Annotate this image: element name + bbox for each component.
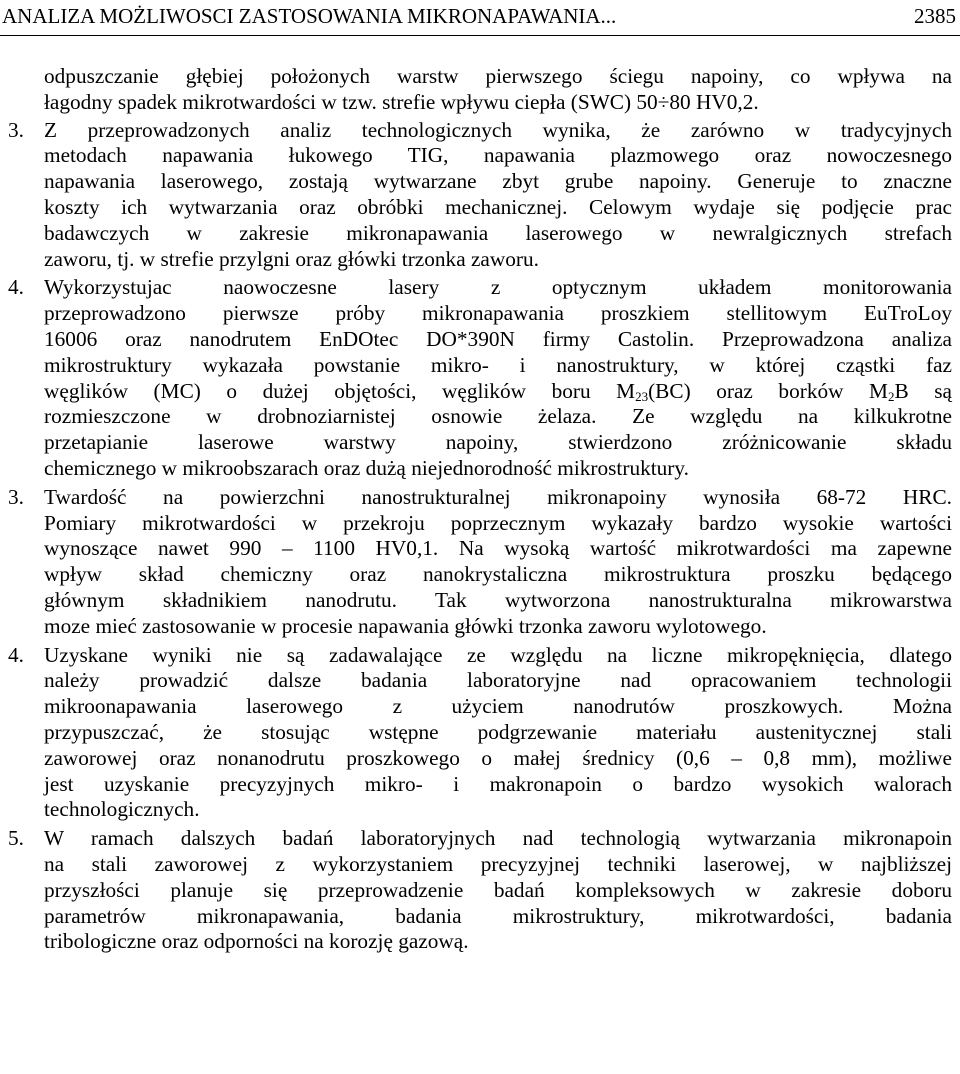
text-line: głównym składnikiem nanodrutu. Tak wytworzona nanostrukturalna mikrowarstwa [44,587,952,612]
list-item [0,118,960,273]
list-item-number: 4. [8,275,24,300]
text-line: mikrostruktury wykazała powstanie mikro- i nanostruktury, w której cząstki faz [44,352,952,377]
text-line: Z przeprowadzonych analiz technologicznych wynika, że zarówno w tradycyjnych [44,117,952,142]
text-line: Uzyskane wyniki nie są zadawalające ze względu na liczne mikropęknięcia, dlatego [44,642,952,667]
text-line: napawania laserowego, zostają wytwarzane zbyt grube napoiny. Generuje to znaczne [44,169,952,194]
text-line: tribologiczne oraz odporności na korozję gazową. [44,929,469,954]
list-item [0,826,960,955]
text-line: na stali zaworowej z wykorzystaniem precyzyjnej techniki laserowej, w najbliższej [44,851,952,876]
formula-text: B są [894,378,952,403]
text-line: przetapianie laserowe warstwy napoiny, stwierdzono zróżnicowanie składu [44,430,952,455]
text-line: technologicznych. [44,797,200,822]
list-item [0,643,960,824]
text-line: wpływ skład chemiczny oraz nanokrystaliczna mikrostruktura proszku będącego [44,562,952,587]
formula-text: (BC) oraz borków M [648,378,888,403]
list-item-number: 3. [8,117,24,142]
running-header [0,0,960,36]
text-line: zaworu, tj. w strefie przylgni oraz główki trzonka zaworu. [44,246,539,271]
subscript: 23 [635,388,649,404]
text-line: jest uzyskanie precyzyjnych mikro- i makronapoin o bardzo wysokich walorach [44,771,952,796]
list-item-number: 3. [8,484,24,509]
text-line: metodach napawania łukowego TIG, napawania plazmowego oraz nowoczesnego [44,143,952,168]
text-line: przyszłości planuje się przeprowadzenie badań kompleksowych w zakresie doboru [44,877,952,902]
list-item-number: 4. [8,642,24,667]
text-line: należy prowadzić dalsze badania laboratoryjne nad opracowaniem technologii [44,668,952,693]
page-number: 2385 [914,4,956,28]
intro-paragraph [0,64,960,116]
formula-text: węglików (MC) o dużej objętości, węglików boru M [44,378,636,403]
text-line: przeprowadzono pierwsze próby mikronapawania proszkiem stellitowym EuTroLoy [44,301,952,326]
text-line: parametrów mikronapawania, badania mikrostruktury, mikrotwardości, badania [44,903,952,928]
text-line: rozmieszczone w drobnoziarnistej osnowie żelaza. Ze względu na kilkukrotne [44,404,952,429]
text-line: przypuszczać, że stosując wstępne podgrzewanie materiału austenitycznej stali [44,719,952,744]
text-line: badawczych w zakresie mikronapawania laserowego w newralgicznych strefach [44,220,952,245]
text-line: Twardość na powierzchni nanostrukturalnej mikronapoiny wynosiła 68-72 HRC. [44,484,952,509]
formula-line [44,379,952,405]
text-line: Wykorzystujac naowoczesne lasery z optycznym układem monitorowania [44,275,952,300]
header-title: ANALIZA MOŻLIWOSCI ZASTOSOWANIA MIKRONAPAWANIA... [2,4,617,28]
list-item-number: 5. [8,826,24,851]
text-line: 16006 oraz nanodrutem EnDOtec DO*390N firmy Castolin. Przeprowadzona analiza [44,326,952,351]
text-line: W ramach dalszych badań laboratoryjnych nad technologią wytwarzania mikronapoin [44,826,952,851]
text-line: koszty ich wytwarzania oraz obróbki mechanicznej. Celowym wydaje się podjęcie prac [44,194,952,219]
text-line: chemicznego w mikroobszarach oraz dużą niejednorodność mikrostruktury. [44,455,689,480]
text-line: zaworowej oraz nonanodrutu proszkowego o małej średnicy (0,6 – 0,8 mm), możliwe [44,745,952,770]
list-item [0,275,960,481]
text-line: Pomiary mikrotwardości w przekroju poprzecznym wykazały bardzo wysokie wartości [44,510,952,535]
text-line: łagodny spadek mikrotwardości w tzw. strefie wpływu ciepła (SWC) 50÷80 HV0,2. [44,89,759,114]
text-line: odpuszczanie głębiej położonych warstw pierwszego ściegu napoiny, co wpływa na [44,64,952,88]
list-item [0,485,960,640]
subscript: 2 [887,388,895,404]
body-text [0,64,960,955]
text-line: wynoszące nawet 990 – 1100 HV0,1. Na wysoką wartość mikrotwardości ma zapewne [44,536,952,561]
text-line: mikroonapawania laserowego z użyciem nanodrutów proszkowych. Można [44,694,952,719]
text-line: moze mieć zastosowanie w procesie napawania główki trzonka zaworu wylotowego. [44,613,767,638]
